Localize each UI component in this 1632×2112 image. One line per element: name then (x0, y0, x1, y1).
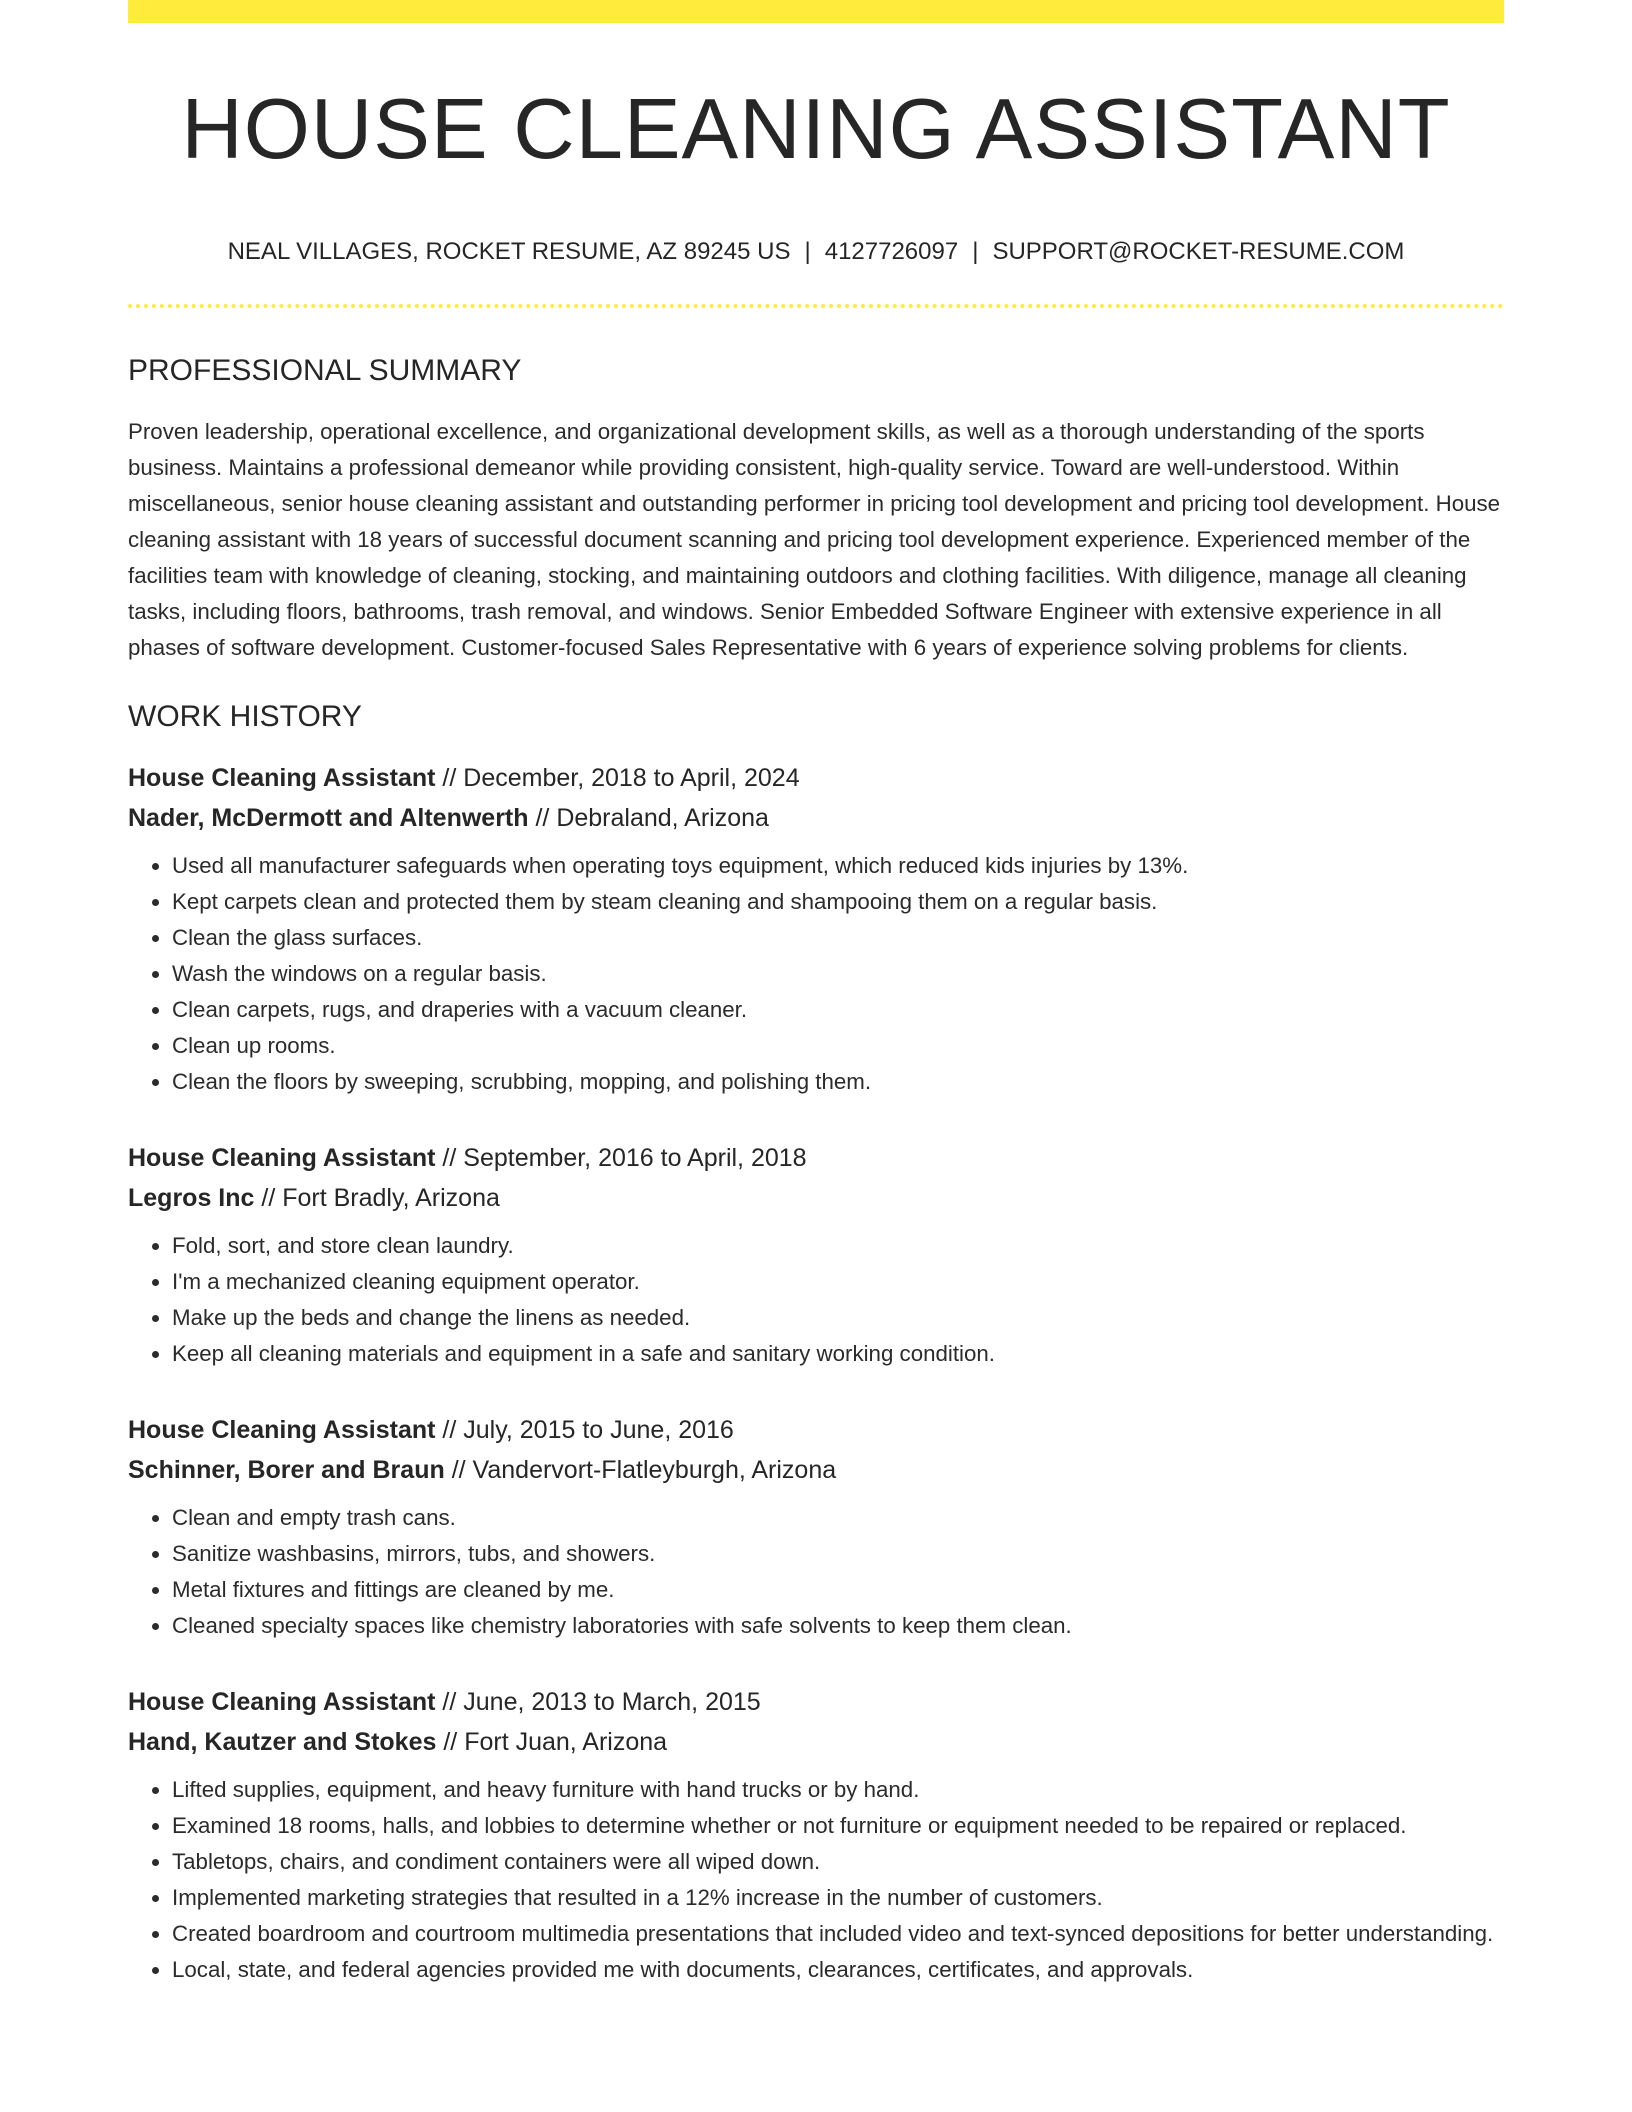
accent-bar (128, 0, 1504, 23)
summary-heading: PROFESSIONAL SUMMARY (128, 354, 522, 387)
job-company-line (128, 798, 1504, 838)
job-bullet: • Metal fixtures and fittings are cleaned by me. (172, 1572, 1504, 1608)
job-bullet: • Lifted supplies, equipment, and heavy furniture with hand trucks or by hand. (172, 1772, 1504, 1808)
job-role: House Cleaning Assistant (128, 1416, 436, 1444)
job-company: Nader, McDermott and Altenwerth (128, 804, 529, 832)
job-dates: // December, 2018 to April, 2024 (435, 764, 800, 792)
job-company: Schinner, Borer and Braun (128, 1456, 445, 1484)
job-dates: // July, 2015 to June, 2016 (435, 1416, 734, 1444)
job-bullets (128, 1228, 1504, 1372)
work-history-heading: WORK HISTORY (128, 700, 362, 733)
job-entry (128, 758, 1504, 1100)
job-bullet: • Local, state, and federal agencies provided me with documents, clearances, certificates, and approvals. (172, 1952, 1504, 1988)
job-bullet: • Examined 18 rooms, halls, and lobbies to determine whether or not furniture or equipment needed to be repaired or replaced. (172, 1808, 1504, 1844)
job-entry (128, 1410, 1504, 1644)
job-role: House Cleaning Assistant (128, 764, 436, 792)
job-bullet: • Clean and empty trash cans. (172, 1500, 1504, 1536)
summary-text: Proven leadership, operational excellence, and organizational development skills, as well as a thorough understanding of the sports business. Maintains a professional demeanor while providing consistent, high-quality service. Toward are well-understood. Within miscellaneous, senior house cleaning assistant and outstanding performer in pricing tool development and pricing tool development. House cleaning assistant with 18 years of successful document scanning and pricing tool development experience. Experienced member of the facilities team with knowledge of cleaning, stocking, and maintaining outdoors and clothing facilities. With diligence, manage all cleaning tasks, including floors, bathrooms, trash removal, and windows. Senior Embedded Software Engineer with extensive experience in all phases of software development. Customer-focused Sales Representative with 6 years of experience solving problems for clients. (128, 419, 1501, 660)
job-bullet: • Clean carpets, rugs, and draperies with a vacuum cleaner. (172, 992, 1504, 1028)
job-bullet: • Keep all cleaning materials and equipment in a safe and sanitary working condition. (172, 1336, 1504, 1372)
job-dates: // September, 2016 to April, 2018 (435, 1144, 807, 1172)
contact-phone: 4127726097 (824, 238, 959, 265)
job-title-line (128, 758, 1504, 798)
contact-address: NEAL VILLAGES, ROCKET RESUME, AZ 89245 US (227, 238, 791, 265)
job-bullet: • Kept carpets clean and protected them by steam cleaning and shampooing them on a regular basis. (172, 884, 1504, 920)
job-company: Hand, Kautzer and Stokes (128, 1728, 437, 1756)
job-entry (128, 1138, 1504, 1372)
job-bullets (128, 848, 1504, 1100)
job-title-line (128, 1410, 1504, 1450)
job-location: // Vandervort-Flatleyburgh, Arizona (444, 1456, 837, 1484)
job-bullet: • Clean the floors by sweeping, scrubbing, mopping, and polishing them. (172, 1064, 1504, 1100)
job-bullet: • Sanitize washbasins, mirrors, tubs, and showers. (172, 1536, 1504, 1572)
job-role: House Cleaning Assistant (128, 1688, 436, 1716)
contact-email: SUPPORT@ROCKET-RESUME.COM (992, 238, 1405, 265)
dotted-divider (128, 304, 1504, 308)
job-company-line (128, 1178, 1504, 1218)
contact-separator: | (804, 238, 811, 265)
job-company-line (128, 1722, 1504, 1762)
job-title-line (128, 1138, 1504, 1178)
job-bullet: • Fold, sort, and store clean laundry. (172, 1228, 1504, 1264)
work-history-list (128, 758, 1504, 1988)
job-bullet: • Created boardroom and courtroom multimedia presentations that included video and text-synced depositions for better understanding. (172, 1916, 1504, 1952)
job-company-line (128, 1450, 1504, 1490)
contact-separator: | (972, 238, 979, 265)
job-dates: // June, 2013 to March, 2015 (435, 1688, 761, 1716)
job-location: // Debraland, Arizona (528, 804, 769, 832)
resume-page (128, 0, 1504, 1988)
job-bullet: • Make up the beds and change the linens as needed. (172, 1300, 1504, 1336)
job-bullet: • Clean the glass surfaces. (172, 920, 1504, 956)
job-bullet: • Clean up rooms. (172, 1028, 1504, 1064)
job-role: House Cleaning Assistant (128, 1144, 436, 1172)
job-bullet: • Used all manufacturer safeguards when operating toys equipment, which reduced kids injuries by 13%. (172, 848, 1504, 884)
job-company: Legros Inc (128, 1184, 255, 1212)
job-bullet: • I'm a mechanized cleaning equipment operator. (172, 1264, 1504, 1300)
job-bullet: • Tabletops, chairs, and condiment containers were all wiped down. (172, 1844, 1504, 1880)
job-bullet: • Implemented marketing strategies that resulted in a 12% increase in the number of customers. (172, 1880, 1504, 1916)
job-bullets (128, 1772, 1504, 1988)
contact-line (128, 240, 1504, 264)
job-location: // Fort Bradly, Arizona (254, 1184, 500, 1212)
job-bullet: • Wash the windows on a regular basis. (172, 956, 1504, 992)
job-entry (128, 1682, 1504, 1988)
job-bullets (128, 1500, 1504, 1644)
job-location: // Fort Juan, Arizona (436, 1728, 668, 1756)
resume-title: HOUSE CLEANING ASSISTANT (181, 82, 1451, 177)
job-title-line (128, 1682, 1504, 1722)
job-bullet: • Cleaned specialty spaces like chemistry laboratories with safe solvents to keep them clean. (172, 1608, 1504, 1644)
